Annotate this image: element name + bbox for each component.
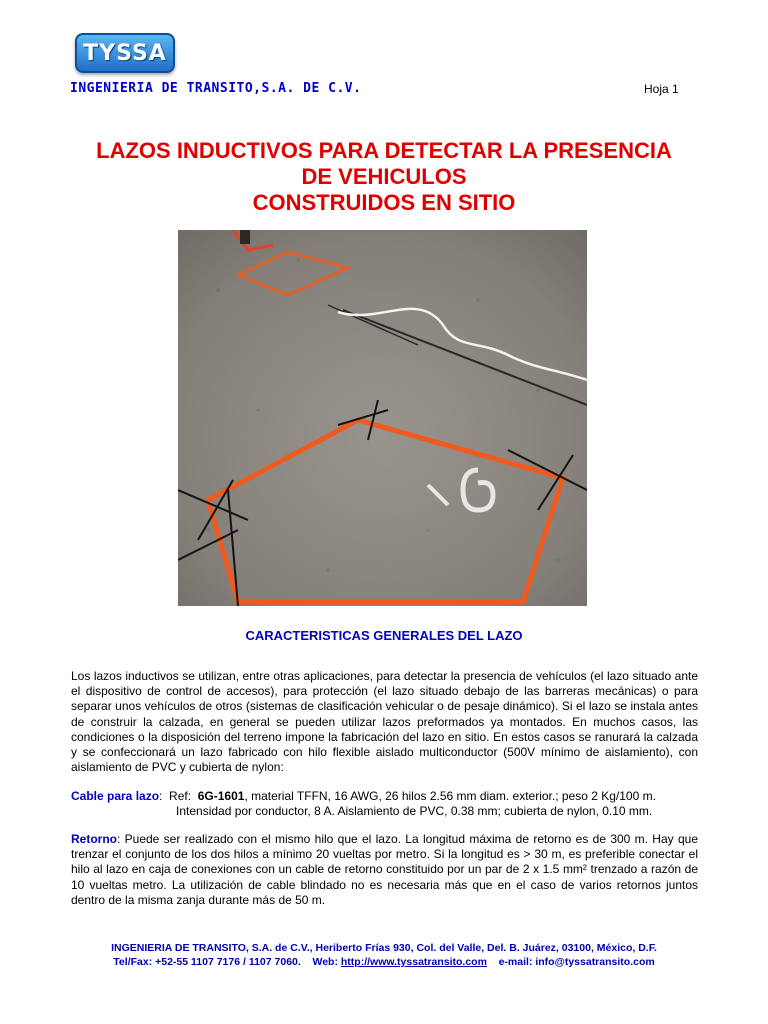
title-line-3: CONSTRUIDOS EN SITIO [252, 190, 516, 215]
footer-address: INGENIERIA DE TRANSITO, S.A. de C.V., Heriberto Frías 930, Col. del Valle, Del. B. Juárez, 03100, México, D.F. [111, 942, 657, 954]
footer-email[interactable]: e-mail: info@tyssatransito.com [498, 956, 655, 968]
company-logo [75, 33, 175, 73]
retorno-text: : Puede ser realizado con el mismo hilo que el lazo. La longitud máxima de retorno es de 300 m. Hay que trenzar el conjunto de los dos hilos a mínimo 20 vueltas por metro. Si la longitud es > 30 m, es preferible conectar el hilo al lazo en caja de conexiones con un cable de retorno constituido por un par de 2 x 1.5 mm² trenzado a razón de 10 vueltas metro. La utilización de cable blindado no es necesaria más que en el caso de varios retornos juntos dentro de la misma zanja durante más de 50 m. [71, 832, 698, 907]
logo-text: TYSSA [83, 40, 167, 66]
cable-ref: 6G-1601 [197, 789, 245, 803]
company-name: INGENIERIA DE TRANSITO,S.A. DE C.V. [70, 81, 362, 96]
footer-phone: Tel/Fax: +52-55 1107 7176 / 1107 7060. [113, 956, 301, 968]
loop-photo [178, 230, 587, 606]
ref-prefix: Ref: [169, 789, 192, 803]
section-title: CARACTERISTICAS GENERALES DEL LAZO [245, 628, 523, 643]
title-line-1: LAZOS INDUCTIVOS PARA DETECTAR LA PRESENCIA [96, 138, 672, 163]
document-title [0, 138, 768, 216]
title-line-2: DE VEHICULOS [301, 164, 467, 189]
footer-web-label: Web: [312, 956, 338, 968]
retorno-label: Retorno [71, 832, 117, 846]
cable-spec-line-2: Intensidad por conductor, 8 A. Aislamiento de PVC, 0.38 mm; cubierta de nylon, 0.10 mm. [176, 804, 653, 819]
footer-web-link[interactable]: http://www.tyssatransito.com [340, 956, 487, 968]
cable-label: Cable para lazo [71, 789, 160, 803]
retorno-paragraph [71, 832, 698, 908]
cable-spec-text: , material TFFN, 16 AWG, 26 hilos 2.56 mm diam. exterior.; peso 2 Kg/100 m. [244, 789, 656, 803]
intro-paragraph: Los lazos inductivos se utilizan, entre otras aplicaciones, para detectar la presencia de vehículos (el lazo situado ante el dispositivo de control de accesos), para protección (el lazo situado debajo de las barreras mecánicas) o para separar unos vehículos de otros (sistemas de clasificación vehicular o de pesaje dinámico). Si el lazo se instala antes de construir la calzada, en general se pueden utilizar lazos preformados ya montados. En muchos casos, las condiciones o la disposición del terreno impone la fabricación del lazo en sitio. En estos casos se ranurará la calzada y se confeccionará un lazo fabricado con hilo flexible aislado multiconductor (500V mínimo de aislamiento), con aislamiento de PVC y cubierta de nylon: [71, 669, 698, 775]
page-number: Hoja 1 [644, 82, 679, 96]
footer-contact [0, 956, 768, 968]
cable-spec-line-1: Cable para lazo: Ref: 6G-1601, material TFFN, 16 AWG, 26 hilos 2.56 mm diam. exterior.; peso 2 Kg/100 m. [71, 789, 656, 803]
cable-spec [71, 789, 656, 819]
